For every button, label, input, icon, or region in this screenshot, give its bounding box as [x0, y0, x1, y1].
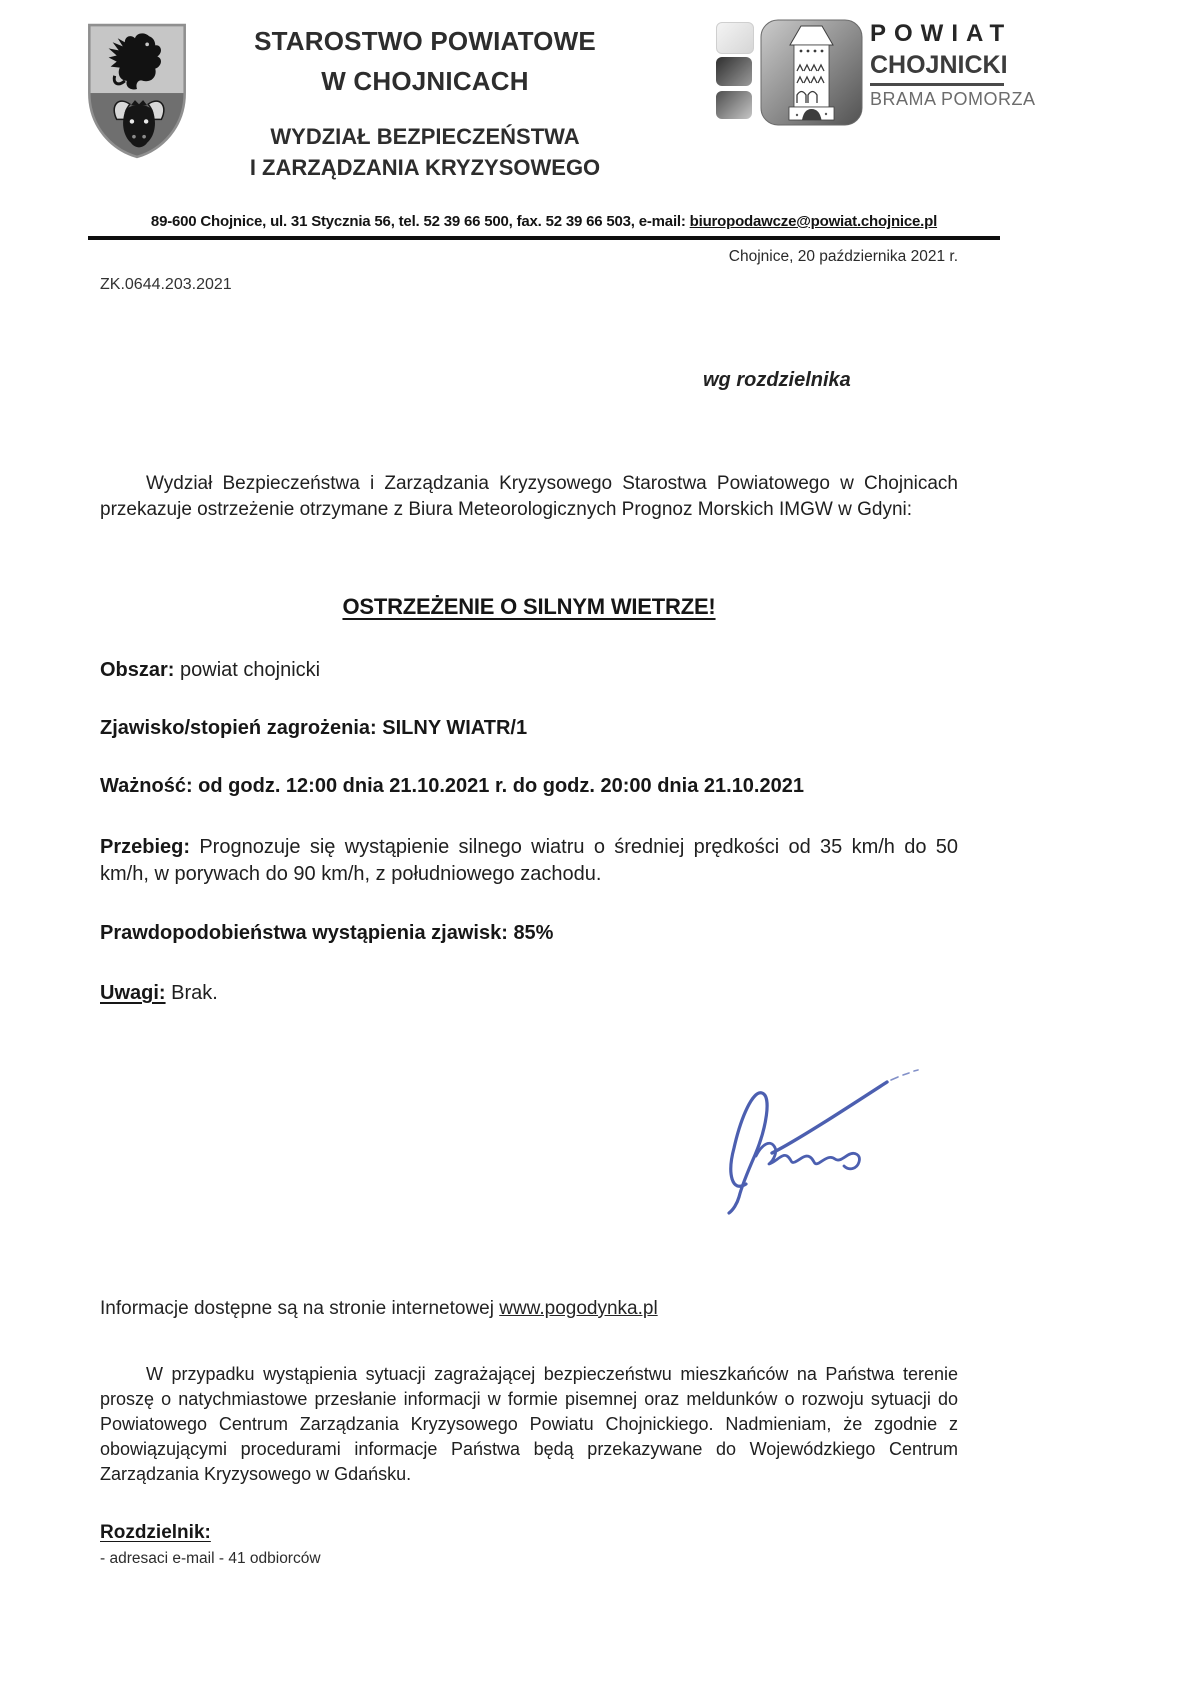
handwritten-signature-icon	[628, 1052, 928, 1217]
closing-paragraph: W przypadku wystąpienia sytuacji zagrażającej bezpieczeństwu mieszkańców na Państwa terenie proszę o natychmiastowe przesłanie informacji w formie pisemnej oraz meldunków o rozwoju sytuacji do Powiatowego Centrum Zarządzania Kryzysowego Powiatu Chojnickiego. Nadmieniam, że zgodnie z obowiązującymi procedurami informacje Państwa będą przekazywane do Wojewódzkiego Centrum Zarządzania Kryzysowego w Gdańsku.	[100, 1364, 958, 1484]
field-area-value: powiat chojnicki	[180, 659, 321, 681]
info-text: Informacje dostępne są na stronie internetowej	[100, 1298, 494, 1319]
distribution-list-value: - adresaci e-mail - 41 odbiorców	[100, 1550, 321, 1567]
department-line2: I ZARZĄDZANIA KRYZYSOWEGO	[249, 155, 601, 180]
field-validity	[100, 775, 958, 798]
letterhead-address	[88, 213, 1000, 230]
field-course-label: Przebieg:	[100, 836, 191, 858]
info-line	[100, 1298, 658, 1320]
field-phenomenon-label: Zjawisko/stopień zagrożenia:	[100, 717, 377, 739]
field-remarks	[100, 982, 958, 1005]
warning-title: OSTRZEŻENIE O SILNYM WIETRZE!	[342, 594, 716, 619]
gate-tower-icon	[760, 19, 863, 126]
field-area	[100, 659, 958, 682]
county-logo-text	[870, 20, 1036, 110]
intro-paragraph: Wydział Bezpieczeństwa i Zarządzania Kryzysowego Starostwa Powiatowego w Chojnicach przekazuje ostrzeżenie otrzymane z Biura Meteorologicznych Prognoz Morskich IMGW w Gdyni:	[100, 473, 958, 520]
logo-powiat-label: POWIAT	[870, 20, 1013, 47]
three-squares-icon	[716, 18, 754, 128]
field-validity-value: od godz. 12:00 dnia 21.10.2021 r. do godz. 20:00 dnia 21.10.2021	[198, 775, 804, 797]
field-probability-label: Prawdopodobieństwa wystąpienia zjawisk:	[100, 922, 508, 944]
distribution-note: wg rozdzielnika	[703, 369, 851, 391]
field-probability-value: 85%	[513, 922, 554, 944]
letterhead-titles	[205, 26, 645, 181]
distribution-list-label: Rozdzielnik:	[100, 1522, 211, 1543]
address-text: 89-600 Chojnice, ul. 31 Stycznia 56, tel. 52 39 66 500, fax. 52 39 66 503, e-mail:	[150, 213, 686, 230]
field-phenomenon	[100, 717, 958, 740]
field-course	[100, 834, 958, 888]
pogodynka-link[interactable]: www.pogodynka.pl	[499, 1298, 658, 1319]
coat-of-arms-icon	[86, 22, 188, 160]
field-course-value: Prognozuje się wystąpienie silnego wiatru o średniej prędkości od 35 km/h do 50 km/h, w porywach do 90 km/h, z południowego zachodu.	[100, 836, 958, 885]
logo-divider	[870, 83, 1004, 86]
field-validity-label: Ważność:	[100, 775, 193, 797]
logo-brama-pomorza-label: BRAMA POMORZA	[870, 89, 1036, 109]
field-remarks-label: Uwagi:	[100, 982, 166, 1004]
field-remarks-value: Brak.	[171, 982, 218, 1004]
reference-number: ZK.0644.203.2021	[100, 276, 232, 293]
place-and-date: Chojnice, 20 października 2021 r.	[728, 248, 958, 265]
field-phenomenon-value: SILNY WIATR/1	[382, 717, 528, 739]
org-name-line1: STAROSTWO POWIATOWE	[254, 26, 596, 56]
department-line1: WYDZIAŁ BEZPIECZEŃSTWA	[270, 124, 580, 149]
county-logo	[660, 18, 1036, 132]
field-area-label: Obszar:	[100, 659, 175, 681]
logo-chojnicki-label: CHOJNICKI	[870, 51, 1008, 79]
header-rule	[88, 236, 1000, 240]
org-name-line2: W CHOJNICACH	[321, 66, 529, 96]
field-probability	[100, 922, 958, 945]
email-link[interactable]: biuropodawcze@powiat.chojnice.pl	[689, 213, 938, 230]
